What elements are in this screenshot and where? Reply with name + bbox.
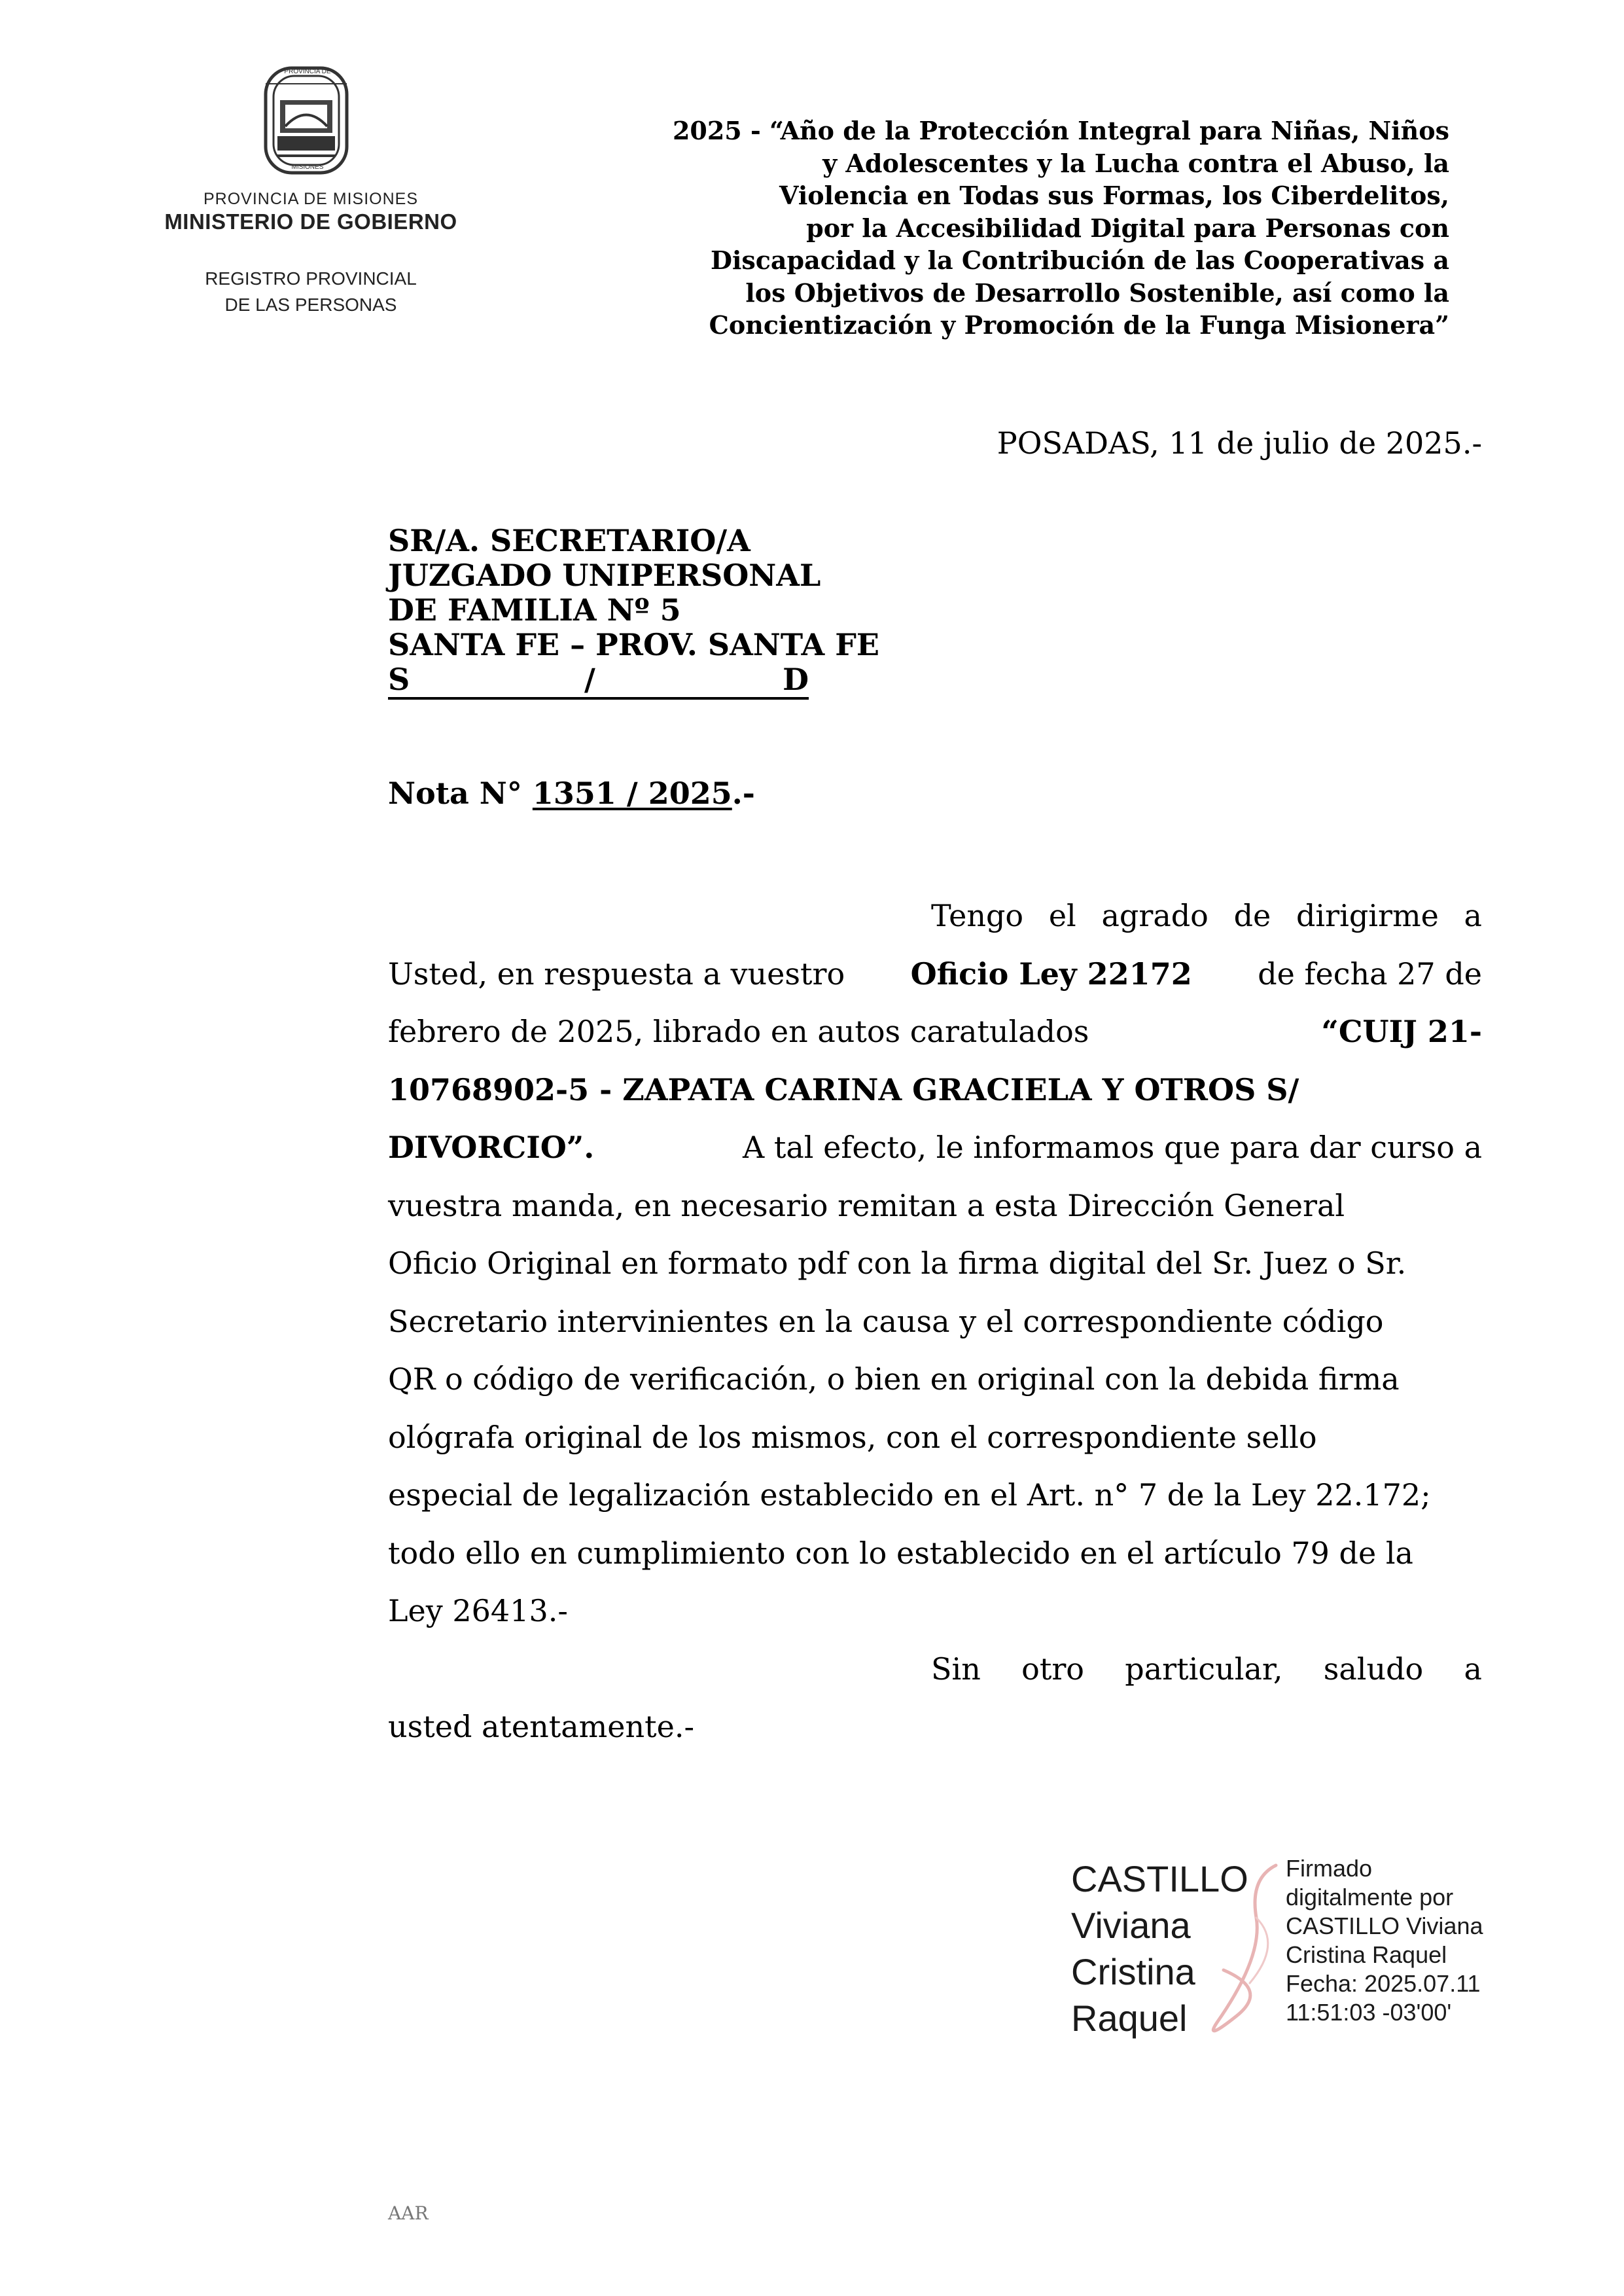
- body-l8: Secretario intervinientes en la causa y el correspondiente código: [388, 1303, 1384, 1339]
- body-l2b: Oficio Ley 22172: [910, 956, 1192, 992]
- body-l10: ológrafa original de los mismos, con el correspondiente sello: [388, 1419, 1317, 1455]
- signer-name-line: Cristina: [1071, 1951, 1195, 1992]
- body-l5a: DIVORCIO”.: [388, 1130, 595, 1165]
- note-label: Nota N°: [388, 776, 522, 811]
- crest-text-top: PROVINCIA DE: [284, 68, 331, 75]
- sd-s: S: [388, 662, 410, 697]
- note-number: [388, 776, 755, 811]
- body-line: [388, 1293, 1482, 1351]
- motto-line: y Adolescentes y la Lucha contra el Abuso, la: [822, 148, 1449, 178]
- letter-body: [388, 887, 1482, 1756]
- signature-detail-line: CASTILLO Viviana: [1286, 1912, 1483, 1939]
- motto-line: Concientización y Promoción de la Funga Misionera”: [709, 310, 1449, 340]
- ministry-name: MINISTERIO DE GOBIERNO: [164, 209, 457, 234]
- body-l5b: A tal efecto, le informamos que para dar curso a: [743, 1130, 1482, 1165]
- body-word: particular,: [1125, 1651, 1283, 1687]
- body-l4: 10768902-5 - ZAPATA CARINA GRACIELA Y OTROS S/: [388, 1071, 1299, 1107]
- signature-detail-line: Fecha: 2025.07.11: [1286, 1970, 1481, 1997]
- body-l2c: de fecha 27 de: [1258, 956, 1482, 992]
- body-line: [388, 1698, 1482, 1756]
- body-l3a: febrero de 2025, librado en autos caratulados: [388, 1014, 1089, 1049]
- addressee-line: JUZGADO UNIPERSONAL: [388, 558, 821, 593]
- body-word: dirigirme: [1296, 898, 1439, 933]
- motto-line: Violencia en Todas sus Formas, los Ciberdelitos,: [779, 181, 1449, 210]
- date-line: POSADAS, 11 de julio de 2025.-: [997, 425, 1482, 461]
- body-l12: todo ello en cumplimiento con lo establecido en el artículo 79 de la: [388, 1535, 1413, 1571]
- body-word: agrado: [1101, 898, 1209, 933]
- body-word: otro: [1021, 1651, 1085, 1687]
- body-word: el: [1048, 898, 1076, 933]
- addressee-line: DE FAMILIA Nº 5: [388, 592, 681, 628]
- signature-detail-line: digitalmente por: [1286, 1884, 1454, 1910]
- body-line: [388, 1582, 1482, 1640]
- body-word: de: [1233, 898, 1271, 933]
- body-word: Sin: [931, 1651, 981, 1687]
- body-l2a: Usted, en respuesta a vuestro: [388, 956, 845, 992]
- crest-text-bottom: MISIONES: [291, 164, 324, 171]
- year-motto: [615, 115, 1449, 342]
- provincial-crest-icon: [254, 64, 359, 179]
- motto-line: 2025 - “Año de la Protección Integral para Niñas, Niños: [672, 116, 1449, 145]
- body-word: saludo: [1323, 1651, 1424, 1687]
- body-l11: especial de legalización establecido en el Art. n° 7 de la Ley 22.172;: [388, 1477, 1431, 1513]
- body-l13: Ley 26413.-: [388, 1593, 568, 1628]
- body-l1: [931, 887, 1482, 945]
- signer-name-line: Viviana: [1071, 1905, 1191, 1946]
- signer-name-line: Raquel: [1071, 1998, 1188, 2039]
- signer-name: [1071, 1856, 1248, 2041]
- body-line: [388, 887, 1482, 945]
- body-l9: QR o código de verificación, o bien en original con la debida firma: [388, 1361, 1400, 1397]
- body-l7: Oficio Original en formato pdf con la firma digital del Sr. Juez o Sr.: [388, 1246, 1407, 1281]
- body-line: [388, 1408, 1482, 1467]
- body-line: [388, 1003, 1482, 1061]
- body-line: [388, 1061, 1482, 1119]
- body-l6: vuestra manda, en necesario remitan a esta Dirección General: [388, 1187, 1345, 1223]
- body-line: [388, 1234, 1482, 1293]
- sd-d: D: [783, 662, 809, 697]
- digital-signature-detail: [1286, 1854, 1483, 2027]
- body-word: a: [1464, 1651, 1482, 1687]
- note-suffix: .-: [732, 776, 755, 811]
- registry-line-1: REGISTRO PROVINCIAL: [205, 268, 417, 289]
- footer-initials: AAR: [388, 2202, 429, 2224]
- body-line: [388, 1350, 1482, 1408]
- motto-line: por la Accesibilidad Digital para Personas con: [806, 213, 1449, 243]
- body-line: [388, 1466, 1482, 1524]
- body-line: [388, 1177, 1482, 1235]
- addressee-line: SR/A. SECRETARIO/A: [388, 523, 750, 558]
- body-l14: [931, 1640, 1482, 1698]
- motto-line: Discapacidad y la Contribución de las Cooperativas a: [710, 245, 1449, 275]
- body-l15: usted atentamente.-: [388, 1709, 695, 1744]
- motto-line: los Objetivos de Desarrollo Sostenible, así como la: [745, 278, 1449, 308]
- signature-detail-line: Cristina Raquel: [1286, 1941, 1447, 1968]
- body-line: [388, 1640, 1482, 1698]
- registry-line-2: DE LAS PERSONAS: [224, 295, 397, 315]
- note-number-value: 1351 / 2025: [532, 776, 732, 811]
- body-word: Tengo: [931, 898, 1024, 933]
- addressee-line: SANTA FE – PROV. SANTA FE: [388, 627, 879, 662]
- body-l3b: “CUIJ 21-: [1321, 1014, 1482, 1049]
- body-line: [388, 945, 1482, 1003]
- signer-name-line: CASTILLO: [1071, 1858, 1248, 1899]
- sd-slash: /: [584, 662, 595, 697]
- sd-line: [388, 662, 809, 700]
- province-name: PROVINCIA DE MISIONES: [203, 190, 418, 208]
- addressee-block: [388, 524, 977, 700]
- body-line: [388, 1119, 1482, 1177]
- body-word: a: [1464, 898, 1482, 933]
- signature-detail-line: 11:51:03 -03'00': [1286, 1999, 1452, 2026]
- signature-detail-line: Firmado: [1286, 1855, 1373, 1882]
- body-line: [388, 1524, 1482, 1583]
